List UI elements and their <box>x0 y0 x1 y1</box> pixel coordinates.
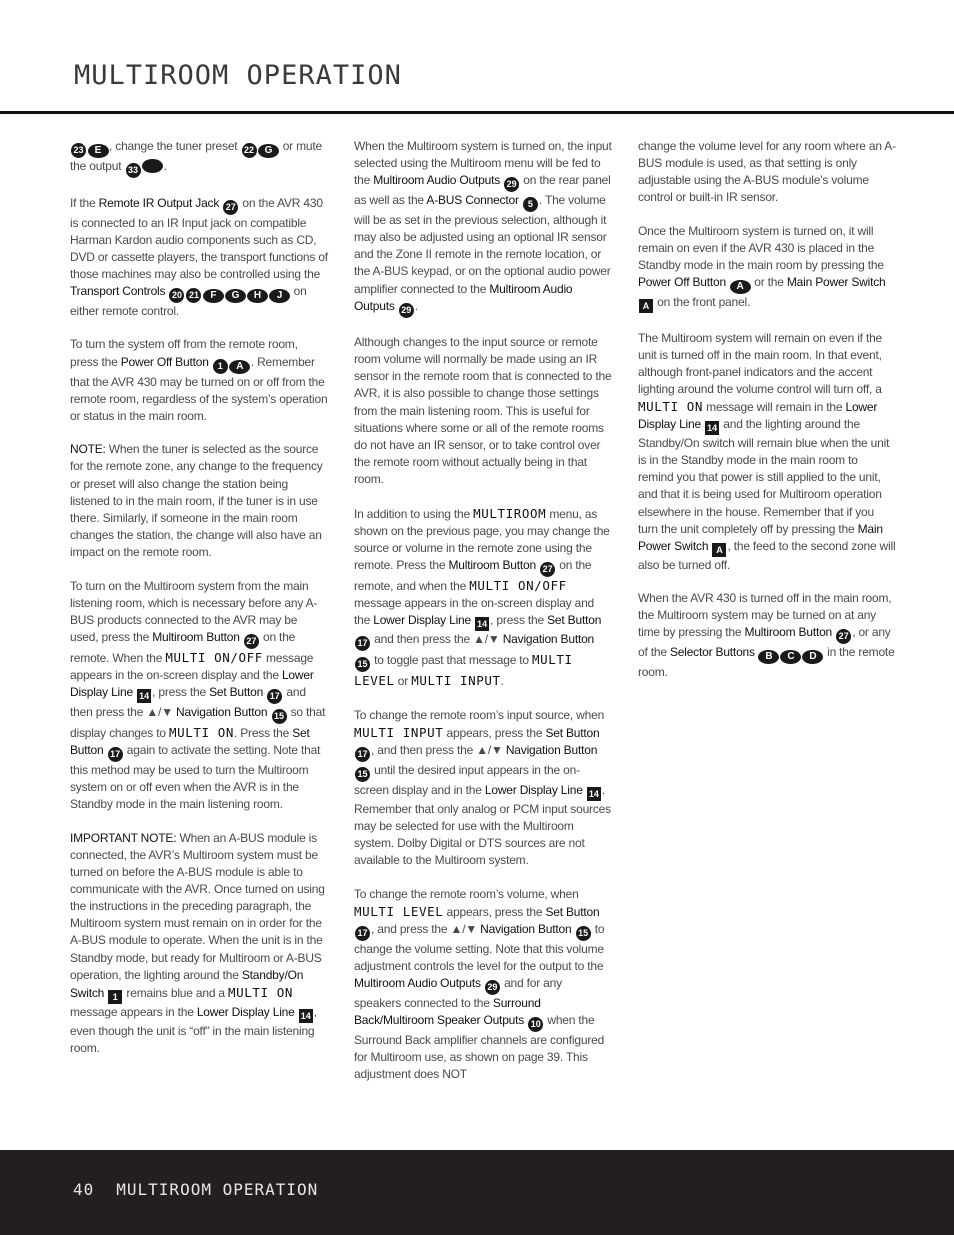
callout-letter: J <box>269 289 290 303</box>
text: When the AVR 430 is turned off in the main room, the Multiroom system may be turned on at any time by pressing the <box>638 591 892 640</box>
display-message: MULTI LEVEL <box>354 903 444 919</box>
callout-square: 14 <box>139 690 150 701</box>
text: When the Multiroom system is turned on, the input selected using the Multiroom menu will be fed to the <box>354 139 612 188</box>
text: , the feed to the second zone will also be turned off. <box>638 538 896 572</box>
keyword: Power Off Button <box>120 354 209 369</box>
text: menu, as shown on the previous page, you may change the source or volume in the remote zone using the remote. Press the <box>354 506 610 572</box>
text: To change the remote room’s input source, when <box>354 707 605 722</box>
text: on the remote. When the <box>70 629 296 665</box>
callout-number: 21 <box>186 288 201 303</box>
text: . <box>163 159 167 173</box>
paragraph <box>638 138 896 206</box>
text: and the lighting around the Standby/On switch will remain blue when the unit is in the Standby mode in the main room to remind you that power is still applied to the unit, and that it is being used for Multiroom operation elsewhere in the house. Remember that if you turn the unit completely off by pressing the <box>638 417 890 536</box>
keyword: Multiroom Button <box>744 625 833 640</box>
callout-number: 29 <box>504 177 519 192</box>
callout-letter: G <box>258 144 279 158</box>
text: on either remote control. <box>70 283 307 318</box>
keyword: Main Power Switch <box>638 521 883 553</box>
footer-section-title: MULTIROOM OPERATION <box>116 1180 319 1199</box>
text-column-3 <box>638 138 896 698</box>
paragraph <box>354 334 612 488</box>
keyword: Set Button <box>209 684 264 699</box>
callout-number: 5 <box>523 197 538 212</box>
keyword: Navigation Button <box>505 742 598 757</box>
text: . <box>500 673 504 688</box>
callout-square: 14 <box>707 423 718 434</box>
keyword: Lower Display Line <box>638 400 878 432</box>
text: and then press the ▲/▼ <box>70 684 306 719</box>
text: , or any of the <box>638 625 891 660</box>
paragraph <box>354 505 612 691</box>
text: remains blue and a <box>123 985 229 1000</box>
text: Once the Multiroom system is turned on, it will remain on even if the AVR 430 is placed in the Standby mode in the main room by pressing the <box>638 223 884 273</box>
keyword: NOTE: <box>70 442 106 457</box>
text: on the AVR 430 is connected to an IR Input jack on compatible Harman Kardon audio components such as CD, DVD or cassette players, the transport functions of those machines may also be controlled using the <box>70 195 328 281</box>
keyword: Selector Buttons <box>669 645 755 660</box>
callout-letter: C <box>780 650 801 664</box>
text: until the desired input appears in the on-screen display and in the <box>354 762 580 797</box>
callout-number: 10 <box>528 1017 543 1032</box>
keyword: Multiroom Button <box>152 629 240 644</box>
keyword: Navigation Button <box>502 631 595 646</box>
paragraph <box>70 441 328 561</box>
paragraph <box>354 138 612 318</box>
text: and for any speakers connected to the <box>354 976 562 1010</box>
display-message: MULTI INPUT <box>411 672 501 688</box>
text: , press the <box>152 684 210 699</box>
paragraph <box>70 195 328 320</box>
callout-letter: H <box>247 289 268 303</box>
callout-number: 15 <box>576 926 591 941</box>
text: or <box>394 673 412 688</box>
text: on the rear panel as well as the <box>354 173 611 208</box>
text: In addition to using the <box>354 506 474 521</box>
text: on the remote, and when the <box>354 557 592 593</box>
display-message: MULTI ON <box>228 984 294 1000</box>
paragraph <box>638 223 896 313</box>
text: , and then press the ▲/▼ <box>371 742 506 757</box>
keyword: Multiroom Audio Outputs <box>354 281 573 313</box>
footer-text <box>73 1180 318 1199</box>
callout-number: 1 <box>213 359 228 374</box>
paragraph <box>70 578 328 814</box>
page-footer <box>0 1150 954 1235</box>
text: on the front panel. <box>654 295 751 310</box>
display-message: MULTI ON <box>168 724 234 740</box>
text: When an A-BUS module is connected, the AVR’s Multiroom system must be turned on before the A-BUS module is able to communicate with the AVR. Once turned on using the instructions in the preceding paragraph, the Multiroom system must remain on in order for the A-BUS module to operate. When the unit is in the Standby mode, but ready for Multiroom or A-BUS operation, the lighting around the <box>70 830 325 982</box>
text: . Press the <box>233 725 293 740</box>
callout-number: 29 <box>485 980 500 995</box>
text-column-2 <box>354 138 612 1100</box>
page-title: MULTIROOM OPERATION <box>74 60 402 91</box>
paragraph <box>354 707 612 870</box>
keyword: Lower Display Line <box>70 667 314 699</box>
callout-number: 23 <box>71 143 86 158</box>
text: so that display changes to <box>70 704 326 740</box>
keyword: Navigation Button <box>176 704 268 719</box>
text: to change the volume setting. Note that this volume adjustment controls the level for the output to the <box>354 921 605 973</box>
display-message: MULTI ON/OFF <box>165 649 263 665</box>
text: If the <box>70 195 99 210</box>
text: When the tuner is selected as the source for the remote zone, any change to the frequency or preset will also change the station being listened to in the main room, if the tuner is in use there. Similarly, if someone in the main room changes the station, the change will also have an impact on the remote room. <box>70 442 323 559</box>
keyword: A-BUS Connector <box>426 193 519 208</box>
keyword: Set Button <box>545 725 600 740</box>
keyword: Standby/On Switch <box>70 967 304 1000</box>
text: or mute the output <box>70 139 322 173</box>
keyword: Surround Back/Multiroom Speaker Outputs <box>354 996 541 1028</box>
keyword: Lower Display Line <box>196 1004 295 1019</box>
callout-number: 17 <box>355 747 370 762</box>
text: again to activate the setting. Note that this method may be used to turn the Multiroom system on or off even when the AVR is in the Standby mode in the main listening room. <box>70 743 321 812</box>
callout-number: 33 <box>126 163 141 178</box>
text: . Remember that only analog or PCM input sources may be selected for use with the Multiroom system. Dolby Digital or DTS sources are not available to the Multiroom system. <box>354 782 611 868</box>
keyword: Main Power Switch <box>786 275 886 290</box>
callout-square: A <box>712 543 726 557</box>
text: change the volume level for any room where an A-BUS module is used, as that setting is only adjustable using the A-BUS module’s volume control or built-in IR sensor. <box>638 139 896 205</box>
paragraph <box>70 138 328 178</box>
callout-square: 14 <box>300 1010 311 1021</box>
text: to toggle past that message to <box>371 652 533 667</box>
callout-square: 14 <box>477 618 488 629</box>
text: The Multiroom system will remain on even if the unit is turned off in the main room. In that event, although front-panel indicators and the accent lighting around the volume control will turn off, a <box>638 330 883 396</box>
callout-square: 14 <box>588 788 599 799</box>
text: . <box>414 298 418 313</box>
display-message: MULTI ON <box>638 399 704 415</box>
text: when the Surround Back amplifier channels are configured for Multiroom use, as shown on page 39. This adjustment does NOT <box>354 1013 605 1082</box>
header-rule <box>0 111 954 114</box>
paragraph <box>354 886 612 1084</box>
callout-letter: E <box>88 144 109 158</box>
text: , even though the unit is “off” in the main listening room. <box>70 1004 317 1055</box>
callout-letter: G <box>225 289 246 303</box>
display-message: MULTIROOM <box>473 505 547 521</box>
text: To change the remote room’s volume, when <box>354 886 579 901</box>
callout-blank-oval <box>142 159 163 173</box>
callout-letter: D <box>802 650 823 664</box>
text: . Remember that the AVR 430 may be turned on or off from the remote room, regardless of the system’s operation or status in the main room. <box>70 354 328 423</box>
callout-number: 17 <box>355 926 370 941</box>
text: message will remain in the <box>703 400 846 415</box>
callout-number: 22 <box>242 143 257 158</box>
callout-number: 15 <box>355 657 370 672</box>
keyword: IMPORTANT NOTE: <box>70 830 177 845</box>
text: in the remote room. <box>638 645 895 680</box>
text: , and press the ▲/▼ <box>371 921 481 936</box>
text: or the <box>751 275 787 290</box>
paragraph <box>638 330 896 574</box>
text-column-1 <box>70 138 328 1073</box>
callout-number: 29 <box>399 303 414 318</box>
page-number: 40 <box>73 1180 95 1199</box>
callout-number: 27 <box>540 562 555 577</box>
callout-number: 17 <box>267 689 282 704</box>
keyword: Power Off Button <box>638 275 726 290</box>
display-message: MULTI ON/OFF <box>469 577 567 593</box>
callout-letter: B <box>758 650 779 664</box>
display-message: MULTI INPUT <box>354 724 444 740</box>
text: message appears in the on-screen display and the <box>70 650 314 682</box>
callout-number: 15 <box>272 709 287 724</box>
text: To turn on the Multiroom system from the main listening room, which is necessary before any A-BUS products connected to the AVR may be used, press the <box>70 578 318 644</box>
keyword: Navigation Button <box>480 921 572 936</box>
keyword: Multiroom Audio Outputs <box>354 976 481 990</box>
keyword: Multiroom Button <box>448 557 536 572</box>
text: appears, press the <box>443 904 546 919</box>
text: message appears in the <box>70 1004 197 1019</box>
paragraph <box>638 590 896 681</box>
keyword: Lower Display Line <box>373 612 472 627</box>
text: message appears in the on-screen display and the <box>354 595 595 627</box>
callout-number: 27 <box>244 634 259 649</box>
keyword: Transport Controls <box>70 283 166 298</box>
text: Although changes to the input source or remote room volume will normally be made using an IR sensor in the remote room that is connected to the AVR, it is also possible to change those settings from the main listening room. This is useful for situations where some or all of the remote rooms do not have an IR sensor, or to take control over the remote room without actually being in that room. <box>354 335 612 486</box>
text: , change the tuner preset <box>109 139 241 153</box>
keyword: Remote IR Output Jack <box>98 195 220 210</box>
keyword: Set Button <box>545 904 600 919</box>
keyword: Set Button <box>70 725 310 758</box>
keyword: Multiroom Audio Outputs <box>373 173 501 188</box>
text: and then press the ▲/▼ <box>371 631 503 646</box>
text: To turn the system off from the remote room, press the <box>70 337 298 369</box>
text: appears, press the <box>443 725 546 740</box>
paragraph <box>70 336 328 424</box>
callout-letter: A <box>229 360 250 374</box>
callout-number: 15 <box>355 767 370 782</box>
paragraph <box>70 830 328 1057</box>
callout-number: 17 <box>108 747 123 762</box>
keyword: Set Button <box>547 612 602 627</box>
callout-letter: A <box>730 280 751 294</box>
callout-number: 20 <box>169 288 184 303</box>
callout-number: 17 <box>355 636 370 651</box>
callout-square: 1 <box>108 990 122 1004</box>
keyword: Lower Display Line <box>484 782 583 797</box>
callout-number: 27 <box>836 629 851 644</box>
callout-number: 27 <box>223 200 238 215</box>
callout-square: A <box>639 299 653 313</box>
display-message: MULTI LEVEL <box>354 651 573 688</box>
callout-letter: F <box>203 289 224 303</box>
text: , press the <box>490 612 548 627</box>
text: . The volume will be as set in the previous selection, although it may also be adjusted using an optional IR sensor and the Zone II remote in the remote location, or the A-BUS keypad, or on the optional audio power amplifier connected to the <box>354 193 611 296</box>
